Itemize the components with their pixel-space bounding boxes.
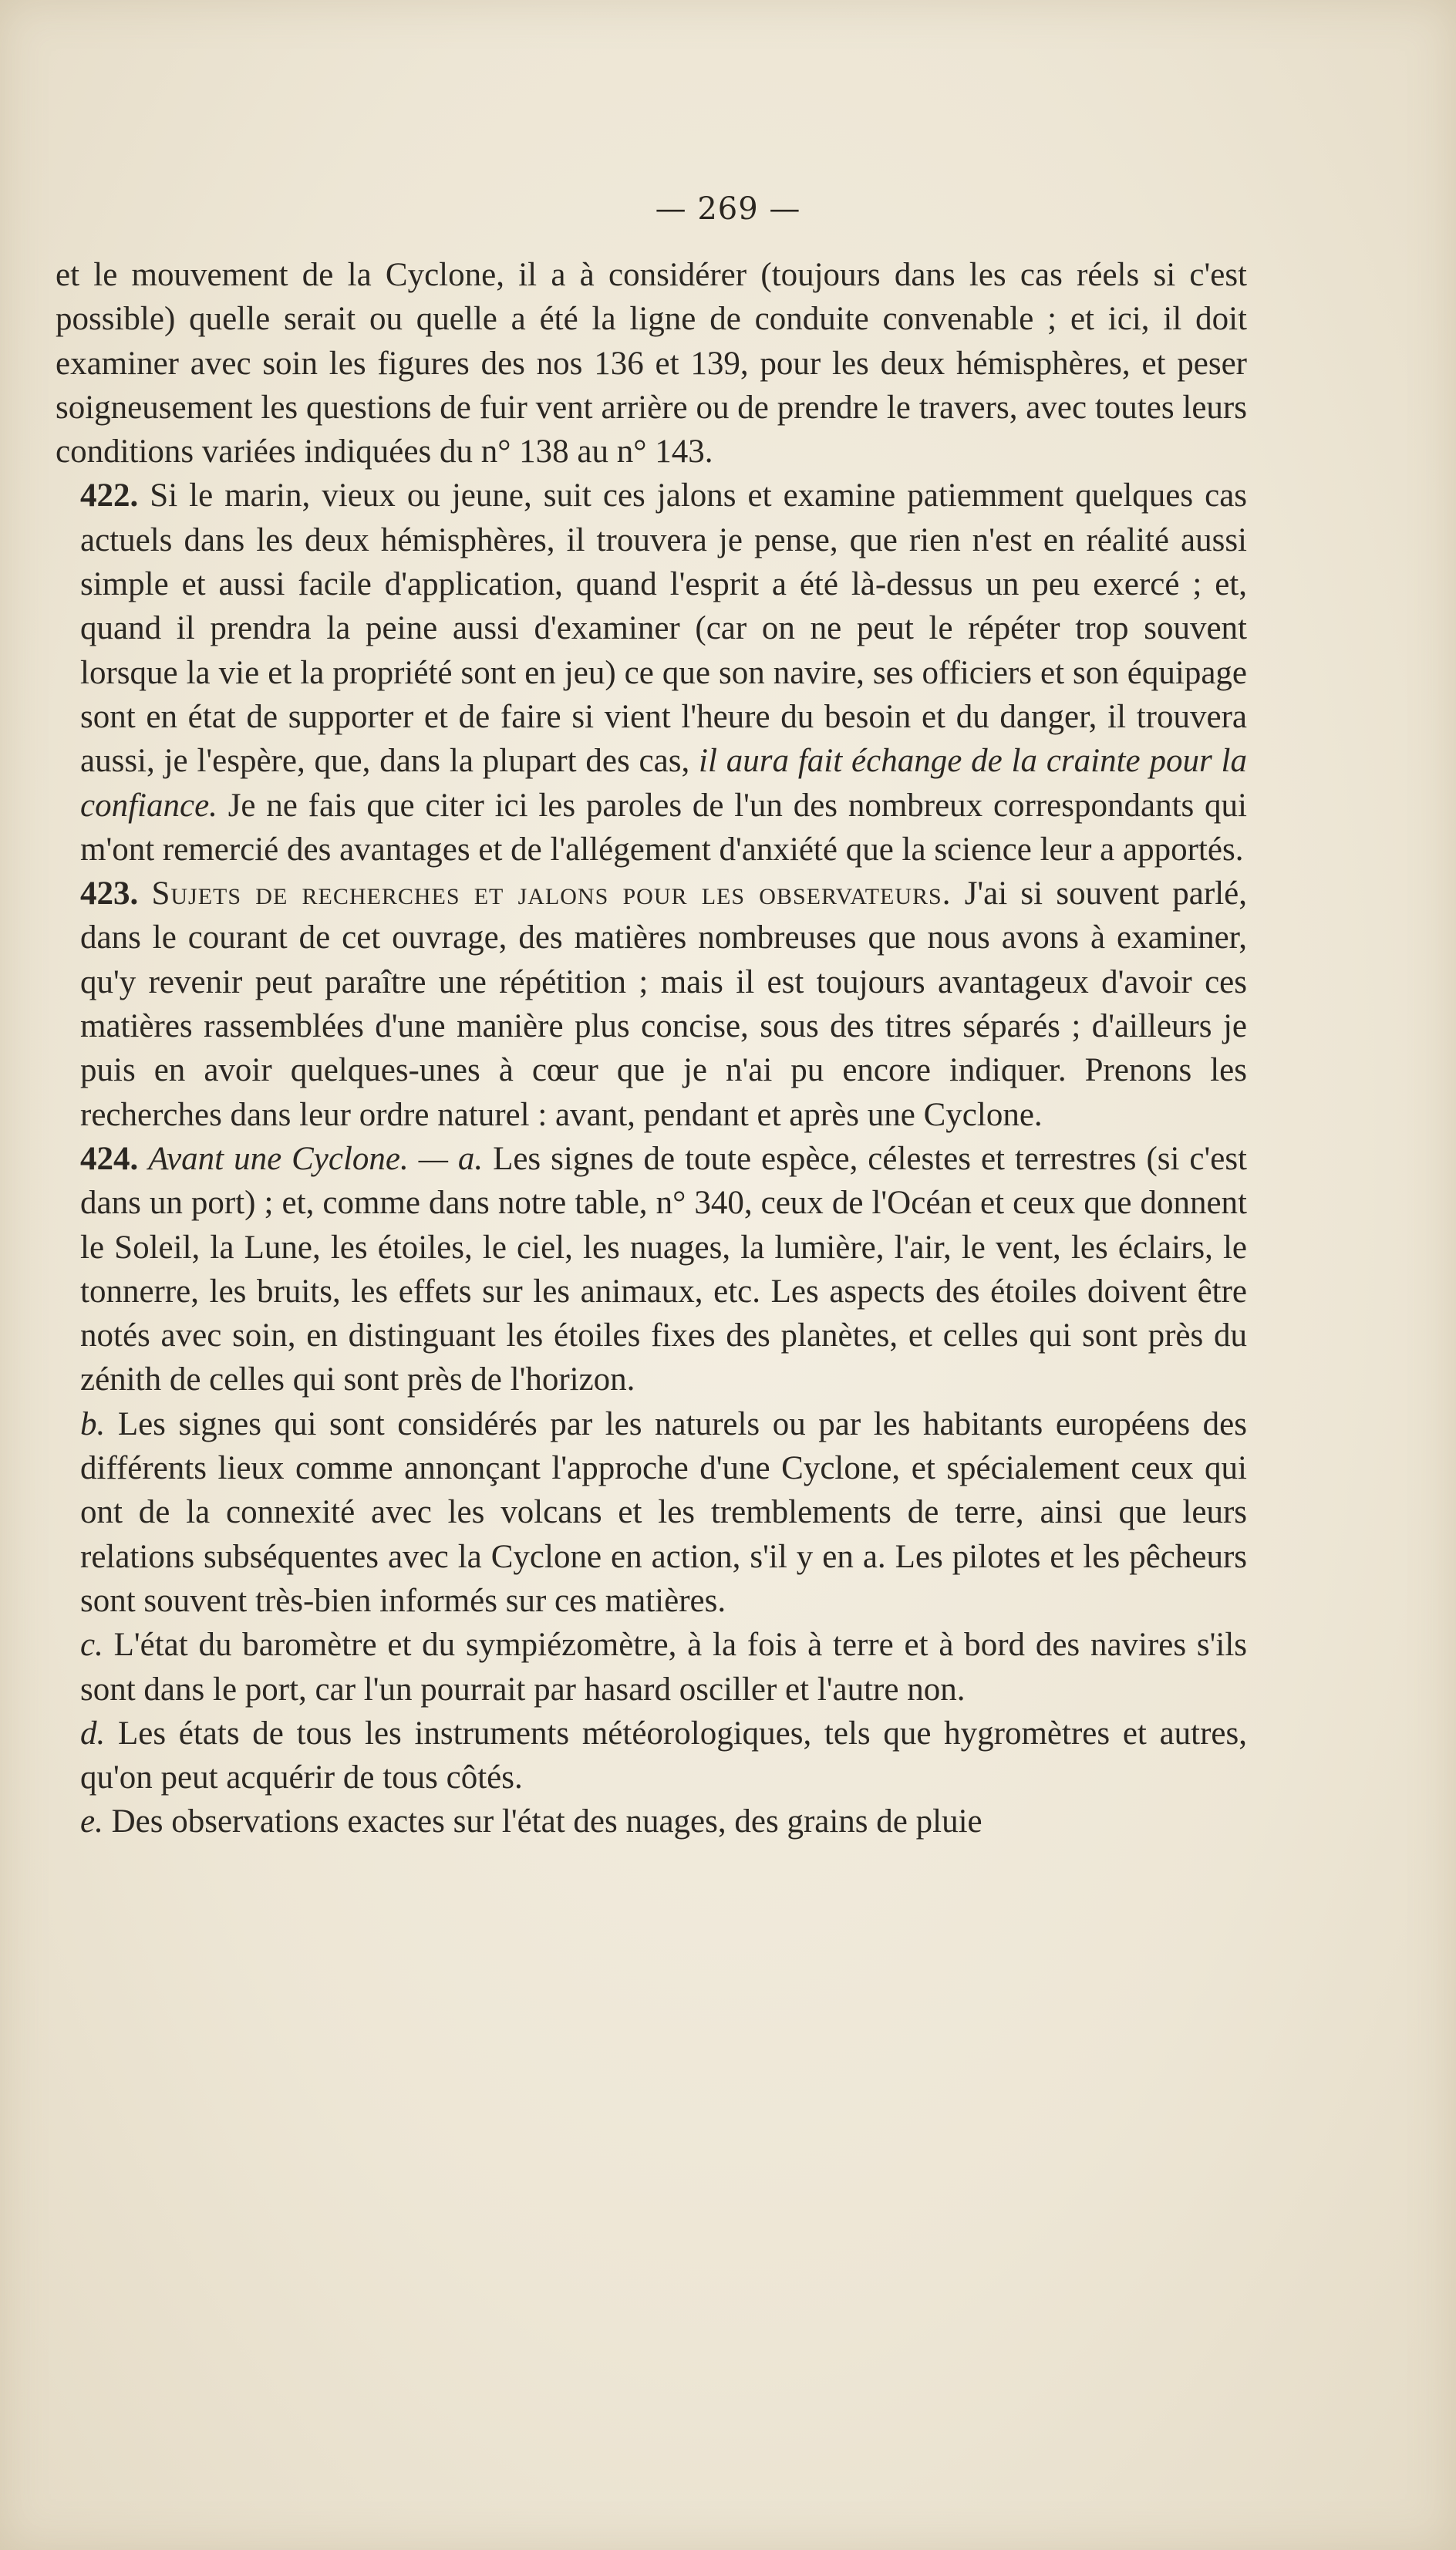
paragraph-text-after: Je ne fais que citer ici les paroles de l'un des nombreux correspondants qui m'ont remercié des avantages et de l'allégement d'anxiété que la science leur a apportés. [80,787,1247,868]
paragraph-number: 423. [80,875,139,912]
paragraph-number: 422. [80,477,139,514]
item-letter: b. [80,1405,106,1442]
paragraph-text: et le mouvement de la Cyclone, il a à considérer (toujours dans les cas réels si c'est possible) quelle serait ou quelle a été la ligne de conduite convenable ; et ici, il doit examiner avec soin les figures des nos 136 et 139, pour les deux hémisphères, et peser soigneusement les questions de fuir vent arrière ou de prendre le travers, avec toutes leurs conditions variées indiquées du n° 138 au n° 143. [56,257,1247,471]
subsection-heading: Avant une Cyclone. — a. [148,1140,484,1177]
paragraph-422 [56,474,1247,872]
paragraph-423 [56,872,1247,1137]
item-letter: d. [80,1715,106,1752]
item-d [56,1712,1247,1800]
page-number: — 269 — [655,191,801,227]
item-text: L'état du baromètre et du sympiézomètre, à la fois à terre et à bord des navires s'ils sont dans le port, car l'un pourrait par hasard osciller et l'autre non. [80,1627,1248,1708]
paragraph-italic-text: il aura fait échange de la crainte pour la confiance. [80,743,1247,824]
item-text: Les signes qui sont considérés par les naturels ou par les habitants européens des différents lieux comme annonçant l'approche d'une Cyclone, et spécialement ceux qui ont de la connexité avec les volcans et les tremblements de terre, ainsi que leurs relations subséquentes avec la Cyclone en action, s'il y en a. Les pilotes et les pêcheurs sont souvent très-bien informés sur ces matières. [80,1405,1248,1619]
item-letter: e. [80,1803,103,1840]
paragraph-text: Si le marin, vieux ou jeune, suit ces jalons et examine patiemment quelques cas actuels dans les deux hémisphères, il trouvera je pense, que rien n'est en réalité aussi simple et aussi facile d'application, quand l'esprit a été là-dessus un peu exercé ; et, quand il prendra la peine aussi d'examiner (car on ne peut le répéter trop souvent lorsque la vie et la propriété sont en jeu) ce que son navire, ses officiers et son équipage sont en état de supporter et de faire si vient l'heure du besoin et du danger, il trouvera aussi, je l'espère, que, dans la plupart des cas, [80,477,1248,780]
item-c [56,1623,1247,1712]
paragraph-text: Les signes de toute espèce, célestes et terrestres (si c'est dans un port) ; et, comme dans notre table, n° 340, ceux de l'Océan et ceux que donnent le Soleil, la Lune, les étoiles, le ciel, les nuages, la lumière, l'air, le vent, les éclairs, le tonnerre, les bruits, les effets sur les animaux, etc. Les aspects des étoiles doivent être notés avec soin, en distinguant les étoiles fixes des planètes, et celles qui sont près du zénith de celles qui sont près de l'horizon. [80,1140,1247,1398]
section-heading: Sujets de recherches et jalons pour les observateurs. [151,875,952,912]
paragraph-number: 424. [80,1140,139,1177]
item-text: Les états de tous les instruments météorologiques, tels que hygromètres et autres, qu'on peut acquérir de tous côtés. [80,1715,1247,1796]
item-letter: c. [80,1627,103,1664]
paragraph-text: J'ai si souvent parlé, dans le courant de cet ouvrage, des matières nombreuses que nous avons à examiner, qu'y revenir peut paraître une répétition ; mais il est toujours avantageux d'avoir ces matières rassemblées d'une manière plus concise, sous des titres séparés ; d'ailleurs je puis en avoir quelques-unes à cœur que je n'ai pu encore indiquer. Prenons les recherches dans leur ordre naturel : avant, pendant et après une Cyclone. [80,875,1247,1133]
paragraph-424 [56,1137,1247,1402]
body-text [56,253,1247,1844]
paragraph-continuation [56,253,1247,474]
item-b [56,1402,1247,1623]
item-text: Des observations exactes sur l'état des nuages, des grains de pluie [111,1803,982,1840]
item-e [56,1800,1247,1843]
